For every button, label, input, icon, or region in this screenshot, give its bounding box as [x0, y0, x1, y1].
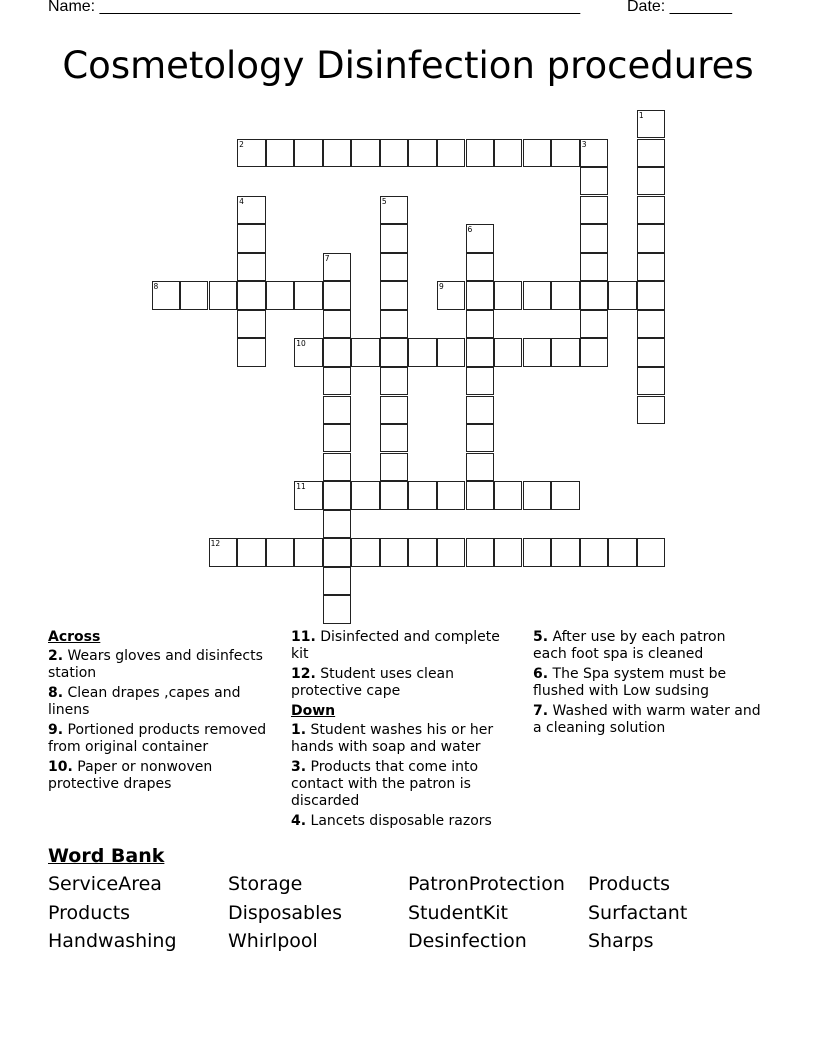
cell-number: 5 [381, 196, 387, 206]
across-heading: Across [48, 629, 101, 645]
grid-cell[interactable] [466, 338, 494, 366]
date-field[interactable]: Date: _______ [627, 0, 732, 15]
grid-cell[interactable] [323, 310, 351, 338]
grid-cell[interactable] [523, 281, 551, 309]
word-bank [48, 873, 768, 959]
grid-cell[interactable] [380, 139, 408, 167]
grid-cell[interactable] [323, 595, 351, 623]
grid-cell[interactable] [580, 139, 608, 167]
grid-cell[interactable] [523, 139, 551, 167]
grid-cell[interactable] [294, 538, 322, 566]
grid-cell[interactable] [551, 139, 579, 167]
grid-cell[interactable] [580, 538, 608, 566]
grid-cell[interactable] [209, 281, 237, 309]
grid-cell[interactable] [608, 281, 636, 309]
grid-cell[interactable] [237, 310, 265, 338]
name-field[interactable]: Name: ______________________________________________________ [48, 0, 581, 15]
grid-cell[interactable] [637, 224, 665, 252]
clue-down-3: 3. Products that come into contact with the patron is discarded [291, 759, 479, 809]
grid-cell[interactable] [466, 139, 494, 167]
grid-cell[interactable] [523, 338, 551, 366]
grid-cell[interactable] [637, 310, 665, 338]
grid-cell[interactable] [294, 338, 322, 366]
grid-cell[interactable] [237, 538, 265, 566]
cell-number: 4 [239, 196, 244, 206]
grid-cell[interactable] [380, 367, 408, 395]
word-bank-title: Word Bank [48, 845, 165, 867]
grid-cell[interactable] [551, 281, 579, 309]
grid-cell[interactable] [351, 338, 379, 366]
word-bank-item: Desinfection [408, 930, 527, 952]
grid-cell[interactable] [551, 481, 579, 509]
grid-cell[interactable] [323, 453, 351, 481]
page-title: Cosmetology Disinfection procedures [62, 44, 754, 87]
word-bank-item: StudentKit [408, 901, 508, 924]
cell-number: 10 [296, 339, 306, 349]
grid-cell[interactable] [637, 281, 665, 309]
grid-cell[interactable] [637, 338, 665, 366]
grid-cell[interactable] [494, 281, 522, 309]
grid-cell[interactable] [523, 538, 551, 566]
grid-cell[interactable] [294, 481, 322, 509]
grid-cell[interactable] [266, 139, 294, 167]
grid-cell[interactable] [323, 367, 351, 395]
grid-cell[interactable] [466, 253, 494, 281]
grid-cell[interactable] [637, 367, 665, 395]
clue-down-6: 6. The Spa system must be flushed with Low sudsing [533, 666, 727, 699]
grid-cell[interactable] [323, 139, 351, 167]
grid-cell[interactable] [637, 167, 665, 195]
grid-cell[interactable] [466, 224, 494, 252]
clue-column-2 [291, 629, 521, 833]
clue-down-5: 5. After use by each patron each foot spa is cleaned [533, 629, 726, 662]
word-bank-item: Surfactant [588, 901, 688, 924]
grid-cell[interactable] [180, 281, 208, 309]
cell-number: 6 [467, 225, 473, 235]
grid-cell[interactable] [580, 310, 608, 338]
grid-cell[interactable] [380, 453, 408, 481]
word-bank-item: Storage [228, 873, 303, 895]
word-bank-item: PatronProtection [408, 873, 565, 895]
grid-cell[interactable] [380, 481, 408, 509]
clue-across-9: 9. Portioned products removed from original container [48, 722, 267, 755]
cell-number: 3 [581, 139, 587, 149]
grid-cell[interactable] [494, 538, 522, 566]
clue-across-11: 11. Disinfected and complete kit [291, 629, 500, 662]
grid-cell[interactable] [323, 481, 351, 509]
grid-cell[interactable] [637, 253, 665, 281]
cell-number: 11 [296, 482, 306, 492]
grid-cell[interactable] [380, 253, 408, 281]
grid-cell[interactable] [408, 338, 436, 366]
grid-cell[interactable] [494, 481, 522, 509]
cell-number: 1 [638, 111, 644, 120]
clue-across-12: 12. Student uses clean protective cape [291, 666, 455, 699]
grid-cell[interactable] [408, 538, 436, 566]
grid-cell[interactable] [466, 424, 494, 452]
clue-down-4: 4. Lancets disposable razors [291, 813, 492, 829]
grid-cell[interactable] [323, 424, 351, 452]
grid-cell[interactable] [494, 139, 522, 167]
grid-cell[interactable] [351, 481, 379, 509]
grid-cell[interactable] [466, 481, 494, 509]
down-heading: Down [291, 703, 336, 719]
grid-cell[interactable] [437, 139, 465, 167]
grid-cell[interactable] [437, 538, 465, 566]
grid-cell[interactable] [237, 196, 265, 224]
grid-cell[interactable] [437, 481, 465, 509]
grid-cell[interactable] [237, 253, 265, 281]
grid-cell[interactable] [380, 424, 408, 452]
grid-cell[interactable] [323, 567, 351, 595]
grid-cell[interactable] [266, 538, 294, 566]
cell-number: 7 [324, 253, 330, 263]
grid-cell[interactable] [523, 481, 551, 509]
grid-cell[interactable] [437, 281, 465, 309]
grid-cell[interactable] [323, 281, 351, 309]
grid-cell[interactable] [637, 396, 665, 424]
grid-cell[interactable] [351, 139, 379, 167]
grid-cell[interactable] [580, 281, 608, 309]
grid-cell[interactable] [637, 110, 665, 138]
grid-cell[interactable] [608, 538, 636, 566]
grid-cell[interactable] [637, 538, 665, 566]
clue-down-1: 1. Student washes his or her hands with soap and water [291, 722, 494, 755]
grid-cell[interactable] [466, 453, 494, 481]
grid-cell[interactable] [380, 224, 408, 252]
word-bank-item: Disposables [228, 901, 342, 924]
grid-cell[interactable] [408, 139, 436, 167]
grid-cell[interactable] [551, 338, 579, 366]
word-bank-item: Products [48, 901, 131, 924]
clue-column-3 [533, 629, 763, 740]
word-bank-item: Whirlpool [228, 930, 318, 952]
grid-cell[interactable] [494, 338, 522, 366]
grid-cell[interactable] [209, 538, 237, 566]
grid-cell[interactable] [637, 139, 665, 167]
grid-cell[interactable] [237, 139, 265, 167]
grid-cell[interactable] [294, 139, 322, 167]
grid-cell[interactable] [266, 281, 294, 309]
word-bank-item: Sharps [588, 930, 654, 952]
grid-cell[interactable] [323, 396, 351, 424]
cell-number: 9 [439, 282, 444, 292]
grid-cell[interactable] [380, 338, 408, 366]
word-bank-item: Handwashing [48, 930, 177, 952]
cell-number: 12 [210, 539, 221, 549]
clue-across-2: 2. Wears gloves and disinfects station [48, 648, 263, 681]
grid-cell[interactable] [580, 253, 608, 281]
cell-number: 8 [153, 282, 159, 292]
grid-cell[interactable] [580, 196, 608, 224]
clue-down-7: 7. Washed with warm water and a cleaning solution [533, 703, 761, 736]
grid-cell[interactable] [294, 281, 322, 309]
grid-cell[interactable] [323, 538, 351, 566]
clue-across-10: 10. Paper or nonwoven protective drapes [48, 759, 213, 792]
grid-cell[interactable] [380, 396, 408, 424]
grid-cell[interactable] [380, 310, 408, 338]
grid-cell[interactable] [380, 538, 408, 566]
grid-cell[interactable] [466, 367, 494, 395]
grid-cell[interactable] [237, 281, 265, 309]
grid-cell[interactable] [237, 224, 265, 252]
grid-cell[interactable] [152, 281, 180, 309]
grid-cell[interactable] [466, 538, 494, 566]
grid-cell[interactable] [466, 281, 494, 309]
grid-cell[interactable] [380, 196, 408, 224]
grid-cell[interactable] [323, 338, 351, 366]
grid-cell[interactable] [323, 510, 351, 538]
word-bank-item: Products [588, 873, 671, 895]
word-bank-item: ServiceArea [48, 873, 162, 895]
grid-cell[interactable] [466, 310, 494, 338]
grid-cell[interactable] [437, 338, 465, 366]
grid-cell[interactable] [408, 481, 436, 509]
grid-cell[interactable] [580, 224, 608, 252]
grid-cell[interactable] [580, 338, 608, 366]
grid-cell[interactable] [551, 538, 579, 566]
grid-cell[interactable] [637, 196, 665, 224]
cell-number: 2 [239, 139, 244, 149]
clue-column-1 [48, 629, 278, 796]
grid-cell[interactable] [580, 167, 608, 195]
grid-cell[interactable] [380, 281, 408, 309]
clue-across-8: 8. Clean drapes ,capes and linens [48, 685, 241, 718]
grid-cell[interactable] [323, 253, 351, 281]
grid-cell[interactable] [466, 396, 494, 424]
grid-cell[interactable] [351, 538, 379, 566]
grid-cell[interactable] [237, 338, 265, 366]
